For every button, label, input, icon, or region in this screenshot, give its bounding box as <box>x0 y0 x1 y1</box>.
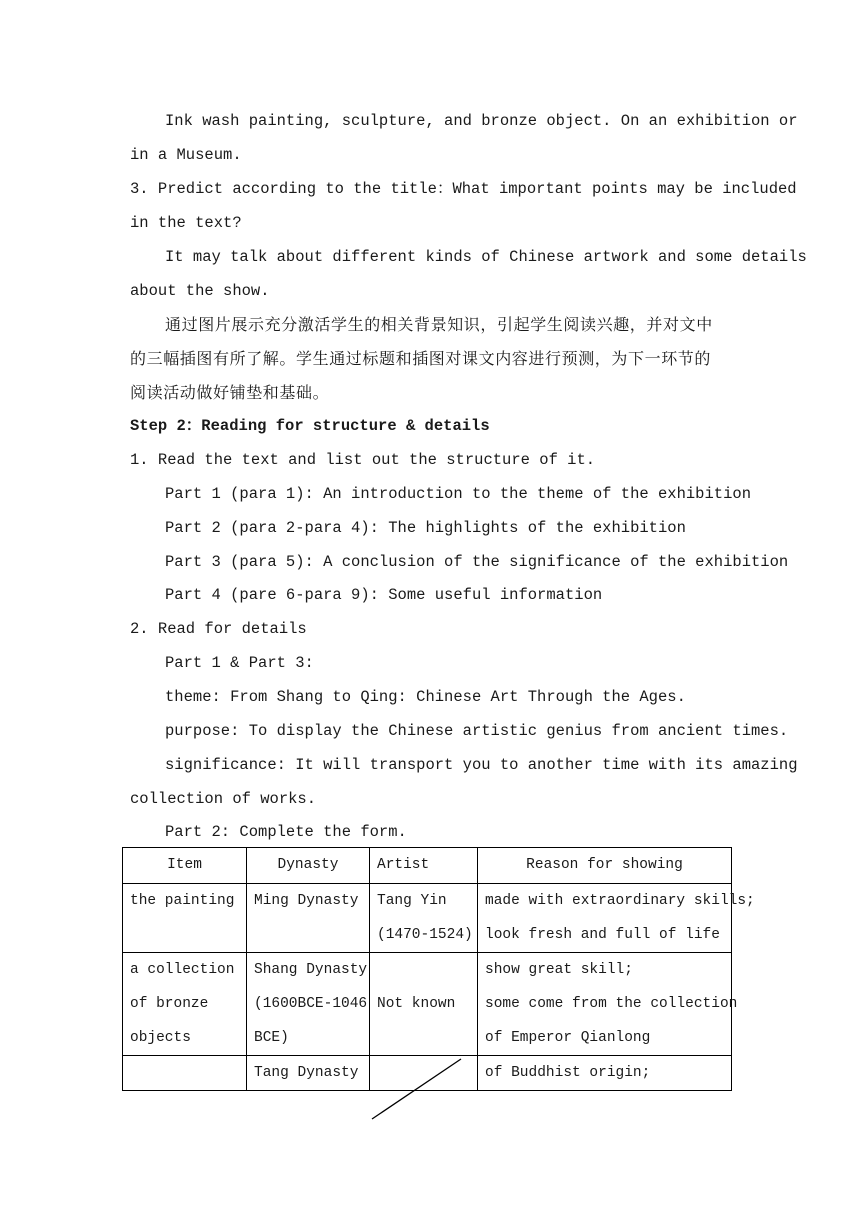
text-line: in a Museum. <box>130 146 242 164</box>
table-row <box>123 953 732 1056</box>
significance-line: collection of works. <box>130 790 317 808</box>
theme-line: theme: From Shang to Qing: Chinese Art Through the Ages. <box>165 688 686 706</box>
form-instruction: Part 2: Complete the form. <box>165 823 407 841</box>
task-line: 1. Read the text and list out the structure of it. <box>130 451 596 469</box>
cell-line: Tang Dynasty <box>254 1065 359 1081</box>
cell-line <box>377 953 477 987</box>
answer-line: about the show. <box>130 282 270 300</box>
header-dynasty: Dynasty <box>247 848 370 884</box>
chinese-note-line: 通过图片展示充分激活学生的相关背景知识，引起学生阅读兴趣，并对文中 <box>165 315 713 334</box>
cell-line: Shang Dynasty <box>254 962 368 978</box>
cell-line: Tang Yin <box>377 893 447 909</box>
cell-line: made with extraordinary skills; <box>485 893 755 909</box>
structure-part-3: Part 3 (para 5): A conclusion of the significance of the exhibition <box>165 553 789 571</box>
artwork-form-table <box>122 847 755 1091</box>
cell-line: a collection <box>130 962 235 978</box>
question-line: 3. Predict according to the title：What important points may be included <box>130 180 797 198</box>
cell-dynasty <box>247 1056 370 1091</box>
table-header-row <box>123 848 732 884</box>
cell-dynasty <box>247 953 370 1056</box>
header-reason: Reason for showing <box>478 848 732 884</box>
question-line: in the text? <box>130 214 242 232</box>
cell-line: of Emperor Qianlong <box>485 1030 651 1046</box>
cell-dynasty <box>247 884 370 953</box>
purpose-line: purpose: To display the Chinese artistic genius from ancient times. <box>165 722 789 740</box>
cell-line: of Buddhist origin; <box>485 1065 651 1081</box>
cell-line: Ming Dynasty <box>254 893 359 909</box>
cell-line <box>377 1056 477 1090</box>
cell-line: show great skill; <box>485 962 633 978</box>
cell-item <box>123 884 247 953</box>
chinese-note-line: 的三幅插图有所了解。学生通过标题和插图对课文内容进行预测，为下一环节的 <box>130 349 712 368</box>
cell-line: look fresh and full of life <box>485 927 720 943</box>
cell-line: the painting <box>130 893 235 909</box>
cell-item <box>123 953 247 1056</box>
structure-part-4: Part 4 (pare 6-para 9): Some useful information <box>165 586 603 604</box>
cell-line: (1470-1524) <box>377 927 473 943</box>
step-heading: Step 2：Reading for structure & details <box>130 417 490 435</box>
cell-item <box>123 1056 247 1091</box>
cell-reason <box>478 884 755 953</box>
cell-artist <box>370 884 478 953</box>
cell-line <box>130 1056 246 1090</box>
cell-line: (1600BCE-1046 <box>254 996 368 1012</box>
cell-line: some come from the collection <box>485 996 738 1012</box>
chinese-note-line: 阅读活动做好铺垫和基础。 <box>130 383 330 402</box>
cell-line: BCE) <box>254 1030 289 1046</box>
cell-line: objects <box>130 1030 191 1046</box>
cell-artist <box>370 953 478 1056</box>
structure-part-1: Part 1 (para 1): An introduction to the theme of the exhibition <box>165 485 751 503</box>
cell-reason <box>478 1056 732 1091</box>
cell-reason <box>478 953 738 1056</box>
text-line: Ink wash painting, sculpture, and bronze object. On an exhibition or <box>165 112 798 130</box>
significance-line: significance: It will transport you to another time with its amazing <box>165 756 798 774</box>
header-item: Item <box>123 848 247 884</box>
cell-artist <box>370 1056 478 1091</box>
table-row <box>123 884 732 953</box>
details-subheading: Part 1 & Part 3: <box>165 654 314 672</box>
answer-line: It may talk about different kinds of Chinese artwork and some details <box>165 248 807 266</box>
structure-part-2: Part 2 (para 2-para 4): The highlights of the exhibition <box>165 519 686 537</box>
header-artist: Artist <box>370 848 478 884</box>
cell-line: of bronze <box>130 996 209 1012</box>
cell-line <box>377 1021 477 1055</box>
cell-line: Not known <box>377 996 456 1012</box>
table-row <box>123 1056 732 1091</box>
task-line: 2. Read for details <box>130 620 307 638</box>
